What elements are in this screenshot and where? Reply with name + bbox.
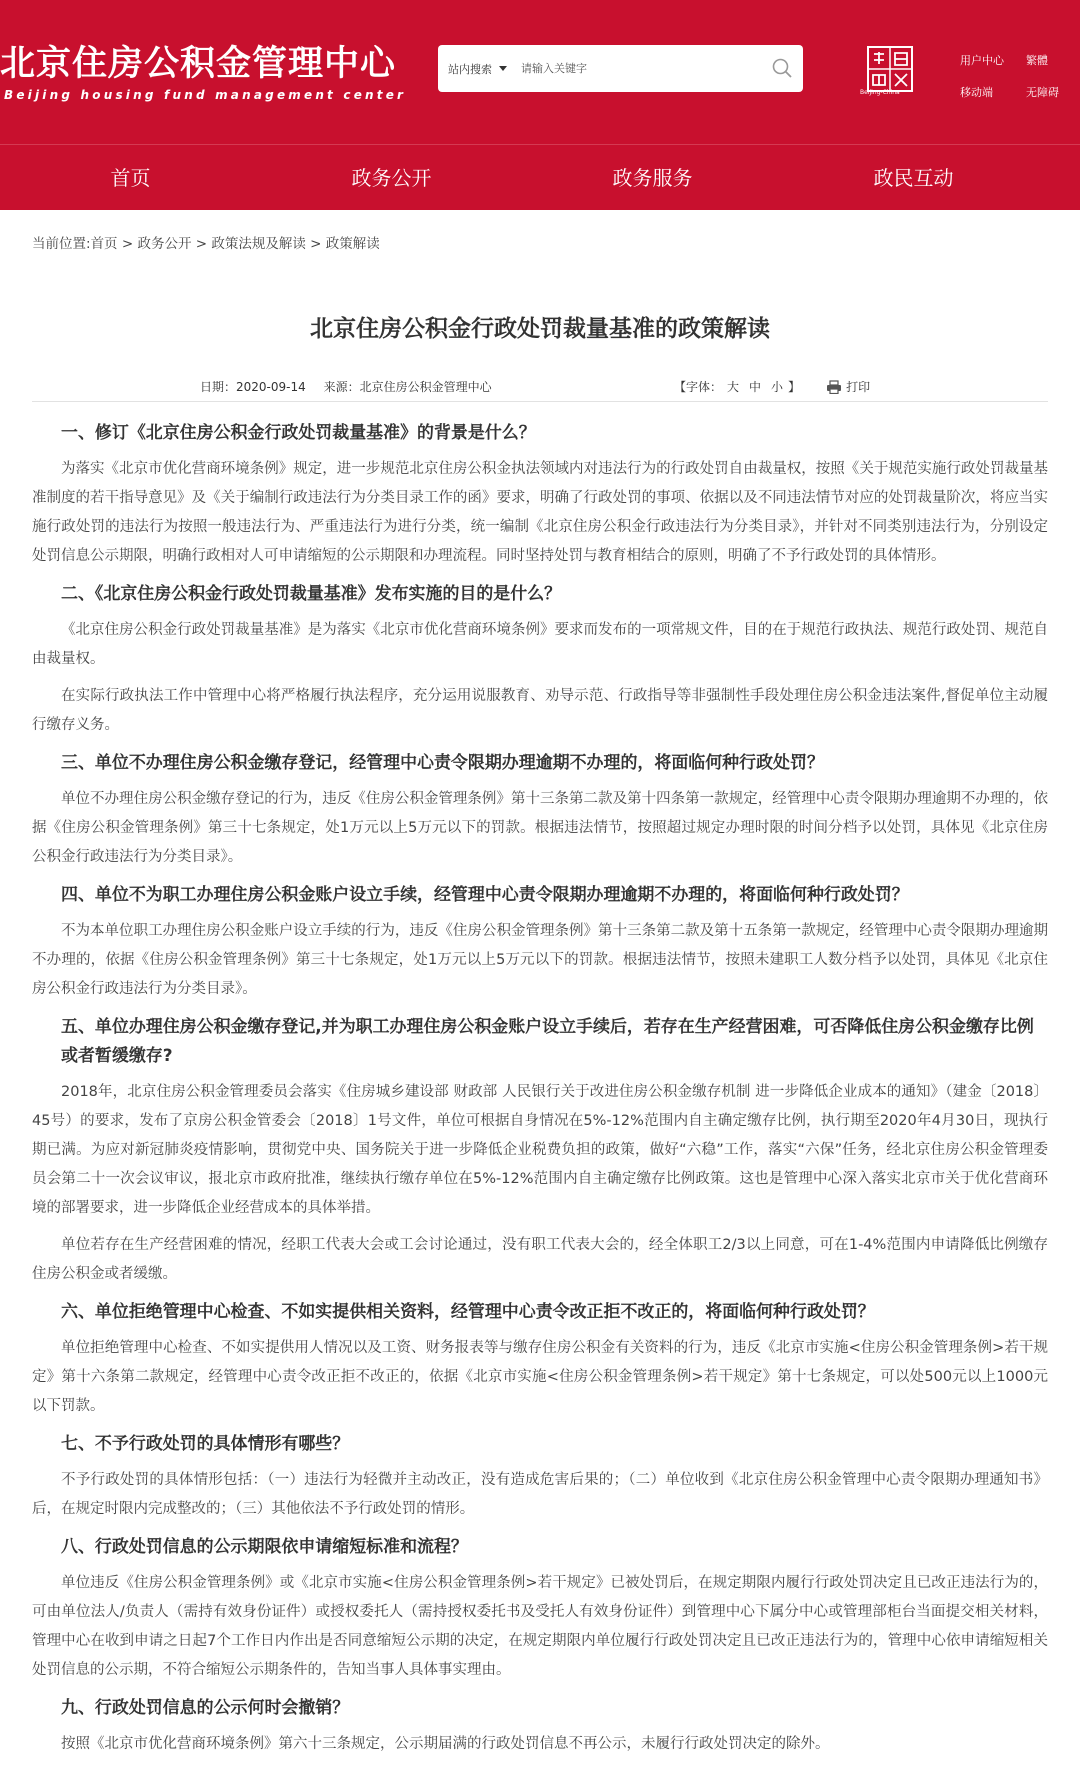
- main-nav: [0, 144, 1080, 210]
- user-center-link[interactable]: 用户中心: [960, 54, 1004, 67]
- paragraph: 按照《北京市优化营商环境条例》第六十三条规定，公示期届满的行政处罚信息不再公示，未履行行政处罚决定的除外。: [61, 1736, 830, 1752]
- nav-item-home[interactable]: 首页: [110, 166, 151, 190]
- article-source: 来源：北京住房公积金管理中心: [323, 380, 492, 394]
- section-heading: 九、行政处罚信息的公示何时会撤销？: [61, 1697, 350, 1717]
- paragraph: 单位拒绝管理中心检查、不如实提供用人情况以及工资、财务报表等与缴存住房公积金有关资料的行为，违反《北京市实施<住房公积金管理条例>若干规定》第十六条第二款规定，经管理中心责令改正拒不改正的，依据《北京市实施<住房公积金管理条例>若干规定》第十七条规定，可以处500元以上1000元以下罚款。: [32, 1340, 1048, 1414]
- printer-icon: [826, 380, 842, 394]
- search-scope-dropdown[interactable]: [448, 61, 507, 77]
- paragraph: 不为本单位职工办理住房公积金账户设立手续的行为，违反《住房公积金管理条例》第十三条第二款及第十五条第一款规定，经管理中心责令限期办理逾期不办理的，依据《住房公积金管理条例》第三十七条规定，处1万元以上5万元以下的罚款。根据违法情节，按照未建职工人数分档予以处罚，具体见《北京住房公积金行政违法行为分类目录》。: [32, 923, 1048, 997]
- paragraph: 单位不办理住房公积金缴存登记的行为，违反《住房公积金管理条例》第十三条第二款及第十四条第一款规定，经管理中心责令限期办理逾期不办理的，依据《住房公积金管理条例》第三十七条规定，处1万元以上5万元以下的罚款。根据违法情节，按照超过规定办理时限的时间分档予以处罚，具体见《北京住房公积金行政违法行为分类目录》。: [32, 791, 1048, 865]
- print-label: 打印: [846, 380, 871, 394]
- breadcrumb-prefix: 当前位置:: [32, 236, 91, 252]
- search-input[interactable]: [521, 62, 751, 75]
- section-heading: 六、单位拒绝管理中心检查、不如实提供相关资料，经管理中心责令改正拒不改正的，将面临何种行政处罚？: [61, 1301, 875, 1321]
- breadcrumb-separator: >: [305, 236, 326, 252]
- site-header: [0, 0, 1080, 144]
- caret-down-icon: [499, 66, 507, 71]
- article-title: 北京住房公积金行政处罚裁量基准的政策解读: [310, 316, 770, 342]
- article-content: [32, 418, 1048, 1767]
- font-size-label: 【字体：: [674, 380, 723, 394]
- search-bar: [438, 45, 803, 92]
- breadcrumb: [32, 232, 380, 252]
- font-size-medium-button[interactable]: 中: [749, 380, 762, 394]
- section-heading: 七、不予行政处罚的具体情形有哪些？: [61, 1433, 350, 1453]
- nav-item-interaction[interactable]: 政民互动: [873, 166, 954, 190]
- paragraph: 不予行政处罚的具体情形包括：（一）违法行为轻微并主动改正，没有造成危害后果的；（二）单位收到《北京住房公积金管理中心责令限期办理通知书》后，在规定时限内完成整改的；（三）其他依法不予行政处罚的情形。: [32, 1472, 1048, 1517]
- section-heading: 八、行政处罚信息的公示期限依申请缩短标准和流程？: [61, 1536, 468, 1556]
- site-logo-subtitle: Beijing housing fund management center: [4, 88, 407, 102]
- section-heading: 一、修订《北京住房公积金行政处罚裁量基准》的背景是什么？: [61, 422, 536, 442]
- breadcrumb-separator: >: [191, 236, 212, 252]
- breadcrumb-item-home[interactable]: 首页: [90, 236, 118, 252]
- paragraph: 《北京住房公积金行政处罚裁量基准》是为落实《北京市优化营商环境条例》要求而发布的一项常规文件，目的在于规范行政执法、规范行政处罚、规范自由裁量权。: [32, 622, 1048, 667]
- breadcrumb-item-policies[interactable]: 政策法规及解读: [211, 236, 306, 252]
- paragraph: 单位违反《住房公积金管理条例》或《北京市实施<住房公积金管理条例>若干规定》已被处罚后，在规定期限内履行行政处罚决定且已改正违法行为的，可由单位法人/负责人（需持有效身份证件）或授权委托人（需持授权委托书及受托人有效身份证件）到管理中心下属分中心或管理部柜台当面提交相关材料，管理中心在收到申请之日起7个工作日内作出是否同意缩短公示期的决定，在规定期限内单位履行行政处罚决定且已改正违法行为的，管理中心依申请缩短相关处罚信息的公示期，不符合缩短公示期条件的，告知当事人具体事实理由。: [32, 1575, 1048, 1678]
- accessibility-link[interactable]: 无障碍: [1026, 86, 1059, 99]
- site-logo-title[interactable]: 北京住房公积金管理中心: [0, 44, 397, 84]
- top-links: [960, 52, 1070, 100]
- paragraph: 为落实《北京市优化营商环境条例》规定，进一步规范北京住房公积金执法领域内对违法行为的行政处罚自由裁量权，按照《关于规范实施行政处罚裁量基准制度的若干指导意见》及《关于编制行政违法行为分类目录工作的函》要求，明确了行政处罚的事项、依据以及不同违法情节对应的处罚裁量阶次，将应当实施行政处罚的违法行为按照一般违法行为、严重违法行为进行分类，统一编制《北京住房公积金行政违法行为分类目录》，并针对不同类别违法行为，分别设定处罚信息公示期限，明确行政相对人可申请缩短的公示期限和办理流程。同时坚持处罚与教育相结合的原则，明确了不予行政处罚的具体情形。: [32, 461, 1048, 564]
- emblem-caption: Beijing-China: [860, 89, 900, 96]
- nav-item-government-services[interactable]: 政务服务: [612, 166, 693, 190]
- paragraph: 在实际行政执法工作中管理中心将严格履行执法程序，充分运用说服教育、劝导示范、行政指导等非强制性手段处理住房公积金违法案件,督促单位主动履行缴存义务。: [32, 688, 1048, 733]
- article-meta: [32, 376, 1048, 402]
- traditional-chinese-link[interactable]: 繁體: [1026, 54, 1048, 67]
- paragraph: 2018年，北京住房公积金管理委员会落实《住房城乡建设部 财政部 人民银行关于改进住房公积金缴存机制 进一步降低企业成本的通知》（建金〔2018〕45号）的要求，发布了京房公积金管委会〔2018〕1号文件，单位可根据自身情况在5%-12%范围内自主确定缴存比例，执行期至2020年4月30日，现执行期已满。为应对新冠肺炎疫情影响，贯彻党中央、国务院关于进一步降低企业税费负担的政策，做好“六稳”工作，落实“六保”任务，经北京住房公积金管理委员会第二十一次会议审议，报北京市政府批准，继续执行缴存单位在5%-12%范围内自主确定缴存比例政策。这也是管理中心深入落实北京市关于优化营商环境的部署要求，进一步降低企业经营成本的具体举措。: [32, 1084, 1048, 1216]
- section-heading: 三、单位不办理住房公积金缴存登记，经管理中心责令限期办理逾期不办理的，将面临何种行政处罚？: [61, 752, 824, 772]
- section-heading: 四、单位不为职工办理住房公积金账户设立手续，经管理中心责令限期办理逾期不办理的，将面临何种行政处罚？: [61, 884, 909, 904]
- mobile-link[interactable]: 移动端: [960, 86, 993, 99]
- nav-item-government-affairs[interactable]: 政务公开: [351, 166, 432, 190]
- search-scope-label: 站内搜索: [448, 62, 492, 76]
- font-size-bracket-end: 】: [788, 380, 801, 394]
- breadcrumb-item-government-affairs[interactable]: 政务公开: [137, 236, 192, 252]
- breadcrumb-separator: >: [117, 236, 138, 252]
- article-date: 日期：2020-09-14: [200, 380, 306, 394]
- section-heading: 二、《北京住房公积金行政处罚裁量基准》发布实施的目的是什么？: [61, 583, 562, 603]
- paragraph: 单位若存在生产经营困难的情况，经职工代表大会或工会讨论通过，没有职工代表大会的，经全体职工2/3以上同意，可在1-4%范围内申请降低比例缴存住房公积金或者缓缴。: [32, 1237, 1048, 1282]
- search-icon[interactable]: [771, 57, 793, 79]
- breadcrumb-item-policy-interpretation[interactable]: 政策解读: [325, 236, 380, 252]
- section-heading: 五、单位办理住房公积金缴存登记,并为职工办理住房公积金账户设立手续后，若存在生产经营困难，可否降低住房公积金缴存比例或者暂缓缴存?: [61, 1016, 1034, 1065]
- font-size-large-button[interactable]: 大: [727, 380, 740, 394]
- print-button[interactable]: [826, 378, 870, 395]
- font-size-small-button[interactable]: 小: [771, 380, 784, 394]
